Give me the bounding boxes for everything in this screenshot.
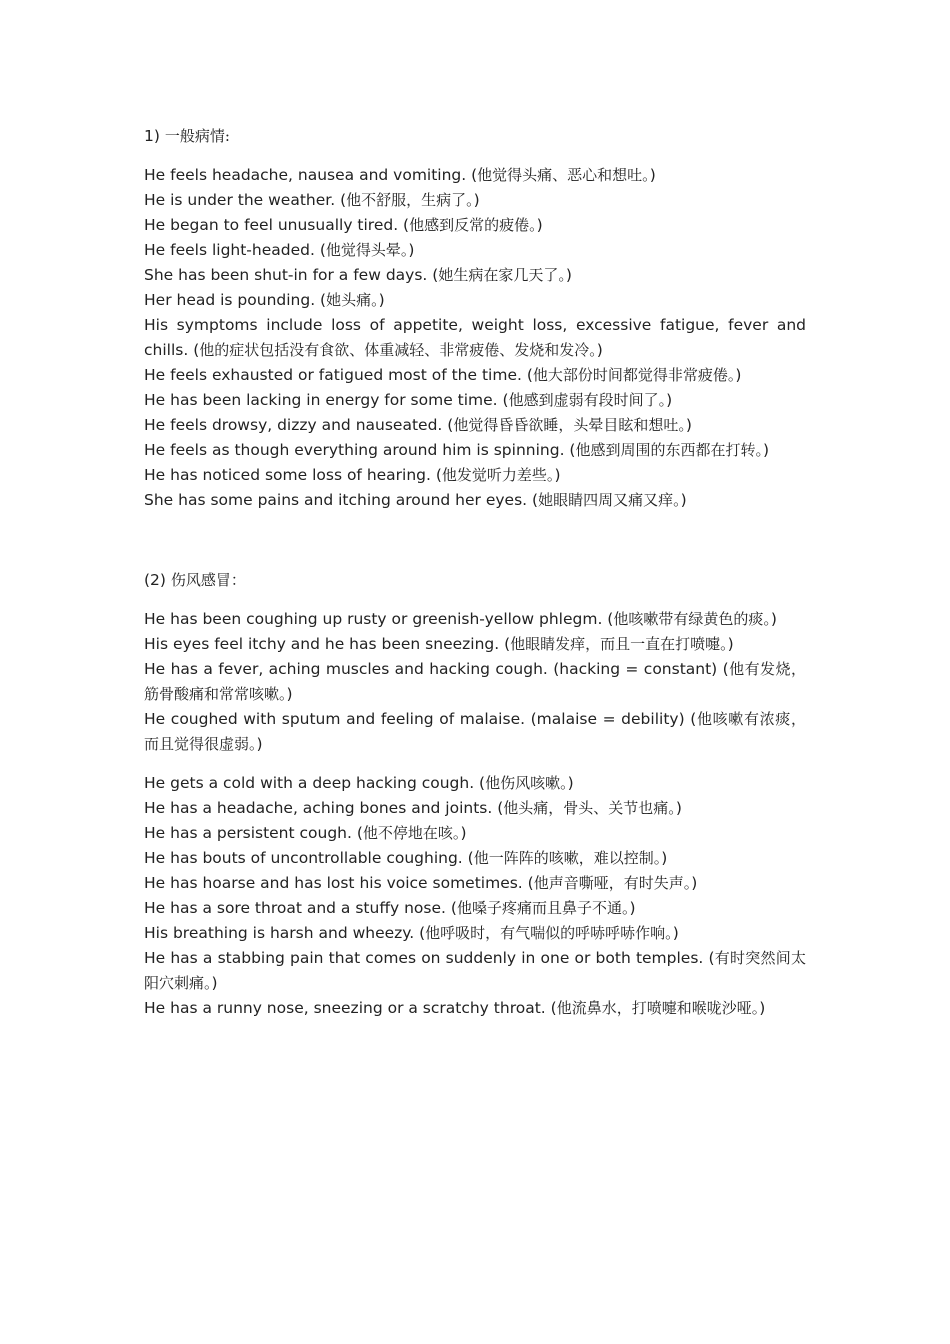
phrase-line bbox=[144, 632, 806, 657]
chinese-translation: 他嗓子疼痛而且鼻子不通。 bbox=[456, 899, 630, 917]
section-number: (2) bbox=[144, 571, 166, 589]
english-phrase: Her head is pounding. ( bbox=[144, 291, 327, 309]
phrase-line bbox=[144, 488, 806, 513]
closing-paren: ) bbox=[536, 216, 543, 234]
english-phrase: He feels light-headed. ( bbox=[144, 241, 326, 259]
english-phrase: He feels as though everything around him is spinning. ( bbox=[144, 441, 576, 459]
chinese-translation: 他的症状包括没有食欲、体重减轻、非常疲倦、发烧和发冷。 bbox=[199, 341, 597, 359]
phrase-line bbox=[144, 896, 806, 921]
closing-paren: ) bbox=[691, 874, 698, 892]
closing-paren: ) bbox=[675, 799, 682, 817]
phrase-line bbox=[144, 846, 806, 871]
english-phrase: He has a runny nose, sneezing or a scratchy throat. ( bbox=[144, 999, 557, 1017]
chinese-translation: 他声音嘶哑，有时失声。 bbox=[533, 874, 692, 892]
symptom-list-cold-b bbox=[144, 771, 806, 1021]
phrase-line bbox=[144, 821, 806, 846]
chinese-translation: 他发觉听力差些。 bbox=[441, 466, 555, 484]
section-number: 1) bbox=[144, 127, 160, 145]
phrase-line bbox=[144, 707, 806, 757]
chinese-translation: 他感到反常的疲倦。 bbox=[409, 216, 537, 234]
closing-paren: ) bbox=[473, 191, 480, 209]
closing-paren: ) bbox=[565, 266, 572, 284]
chinese-translation: 他觉得头痛、恶心和想吐。 bbox=[477, 166, 650, 184]
chinese-translation: 他感到周围的东西都在打转。 bbox=[575, 441, 763, 459]
section-title: 一般病情: bbox=[164, 127, 230, 145]
phrase-line bbox=[144, 796, 806, 821]
english-phrase: He has a stabbing pain that comes on suddenly in one or both temples. ( bbox=[144, 949, 715, 967]
phrase-line bbox=[144, 288, 806, 313]
closing-paren: ) bbox=[567, 774, 574, 792]
closing-paren: ) bbox=[629, 899, 636, 917]
chinese-translation: 他觉得头晕。 bbox=[325, 241, 409, 259]
english-phrase: She has been shut-in for a few days. ( bbox=[144, 266, 439, 284]
chinese-translation: 他咳嗽有浓痰，而且觉得很虚弱。 bbox=[144, 710, 806, 753]
chinese-translation: 他眼睛发痒，而且一直在打喷嚏。 bbox=[510, 635, 728, 653]
english-phrase: He has been lacking in energy for some time. ( bbox=[144, 391, 509, 409]
english-phrase: He has a fever, aching muscles and hacking cough. (hacking = constant) ( bbox=[144, 660, 729, 678]
closing-paren: ) bbox=[256, 735, 263, 753]
english-phrase: He has been coughing up rusty or greenish-yellow phlegm. ( bbox=[144, 610, 614, 628]
english-phrase: He began to feel unusually tired. ( bbox=[144, 216, 410, 234]
phrase-line bbox=[144, 313, 806, 363]
english-phrase: He has hoarse and has lost his voice sometimes. ( bbox=[144, 874, 534, 892]
english-phrase: He has a persistent cough. ( bbox=[144, 824, 363, 842]
phrase-line bbox=[144, 213, 806, 238]
phrase-line bbox=[144, 263, 806, 288]
english-phrase: He coughed with sputum and feeling of malaise. (malaise = debility) ( bbox=[144, 710, 697, 728]
chinese-translation: 他一阵阵的咳嗽，难以控制。 bbox=[473, 849, 662, 867]
closing-paren: ) bbox=[759, 999, 766, 1017]
closing-paren: ) bbox=[286, 685, 293, 703]
chinese-translation: 他头痛，骨头、关节也痛。 bbox=[503, 799, 676, 817]
closing-paren: ) bbox=[680, 491, 687, 509]
english-phrase: He is under the weather. ( bbox=[144, 191, 347, 209]
chinese-translation: 他有发烧，筋骨酸痛和常常咳嗽。 bbox=[144, 660, 806, 703]
chinese-translation: 他不舒服，生病了。 bbox=[346, 191, 474, 209]
chinese-translation: 他不停地在咳。 bbox=[362, 824, 461, 842]
phrase-line bbox=[144, 607, 806, 632]
chinese-translation: 他呼吸时，有气喘似的呼哧呼哧作响。 bbox=[425, 924, 673, 942]
closing-paren: ) bbox=[672, 924, 679, 942]
closing-paren: ) bbox=[685, 416, 692, 434]
english-phrase: She has some pains and itching around her eyes. ( bbox=[144, 491, 539, 509]
chinese-translation: 他咳嗽带有绿黄色的痰。 bbox=[613, 610, 771, 628]
phrase-line bbox=[144, 438, 806, 463]
english-phrase: He gets a cold with a deep hacking cough. ( bbox=[144, 774, 486, 792]
chinese-translation: 他觉得昏昏欲睡，头晕目眩和想吐。 bbox=[453, 416, 686, 434]
closing-paren: ) bbox=[763, 441, 770, 459]
closing-paren: ) bbox=[770, 610, 777, 628]
closing-paren: ) bbox=[596, 341, 603, 359]
english-phrase: His eyes feel itchy and he has been sneezing. ( bbox=[144, 635, 511, 653]
chinese-translation: 她生病在家几天了。 bbox=[438, 266, 566, 284]
english-phrase: He feels drowsy, dizzy and nauseated. ( bbox=[144, 416, 454, 434]
closing-paren: ) bbox=[661, 849, 668, 867]
closing-paren: ) bbox=[211, 974, 218, 992]
phrase-line bbox=[144, 363, 806, 388]
chinese-translation: 她头痛。 bbox=[326, 291, 379, 309]
english-phrase: He has bouts of uncontrollable coughing. ( bbox=[144, 849, 474, 867]
document-page bbox=[144, 124, 806, 1021]
section-heading-general bbox=[144, 124, 806, 149]
phrase-line bbox=[144, 463, 806, 488]
closing-paren: ) bbox=[735, 366, 742, 384]
english-phrase: He has a sore throat and a stuffy nose. ( bbox=[144, 899, 457, 917]
english-phrase: He has a headache, aching bones and joints. ( bbox=[144, 799, 504, 817]
english-phrase: His breathing is harsh and wheezy. ( bbox=[144, 924, 426, 942]
phrase-line bbox=[144, 946, 806, 996]
english-phrase: He has noticed some loss of hearing. ( bbox=[144, 466, 442, 484]
section-title: 伤风感冒： bbox=[170, 571, 246, 589]
english-phrase: He feels exhausted or fatigued most of the time. ( bbox=[144, 366, 533, 384]
section-heading-cold bbox=[144, 568, 806, 593]
closing-paren: ) bbox=[727, 635, 734, 653]
phrase-line bbox=[144, 188, 806, 213]
english-phrase: His symptoms include loss of appetite, weight loss, excessive fatigue, fever and chills. ( bbox=[144, 316, 806, 359]
chinese-translation: 他感到虚弱有段时间了。 bbox=[508, 391, 667, 409]
closing-paren: ) bbox=[408, 241, 415, 259]
phrase-line bbox=[144, 921, 806, 946]
chinese-translation: 他流鼻水，打喷嚏和喉咙沙哑。 bbox=[556, 999, 760, 1017]
phrase-line bbox=[144, 163, 806, 188]
closing-paren: ) bbox=[554, 466, 561, 484]
symptom-list-general bbox=[144, 163, 806, 513]
chinese-translation: 有时突然间太阳穴刺痛。 bbox=[144, 949, 806, 992]
phrase-line bbox=[144, 238, 806, 263]
phrase-line bbox=[144, 388, 806, 413]
english-phrase: He feels headache, nausea and vomiting. ( bbox=[144, 166, 478, 184]
phrase-line bbox=[144, 996, 806, 1021]
closing-paren: ) bbox=[460, 824, 467, 842]
closing-paren: ) bbox=[378, 291, 385, 309]
phrase-line bbox=[144, 413, 806, 438]
closing-paren: ) bbox=[666, 391, 673, 409]
phrase-line bbox=[144, 771, 806, 796]
chinese-translation: 他伤风咳嗽。 bbox=[485, 774, 568, 792]
closing-paren: ) bbox=[649, 166, 656, 184]
chinese-translation: 他大部份时间都觉得非常疲倦。 bbox=[532, 366, 736, 384]
phrase-line bbox=[144, 871, 806, 896]
phrase-line bbox=[144, 657, 806, 707]
chinese-translation: 她眼睛四周又痛又痒。 bbox=[538, 491, 681, 509]
symptom-list-cold-a bbox=[144, 607, 806, 757]
